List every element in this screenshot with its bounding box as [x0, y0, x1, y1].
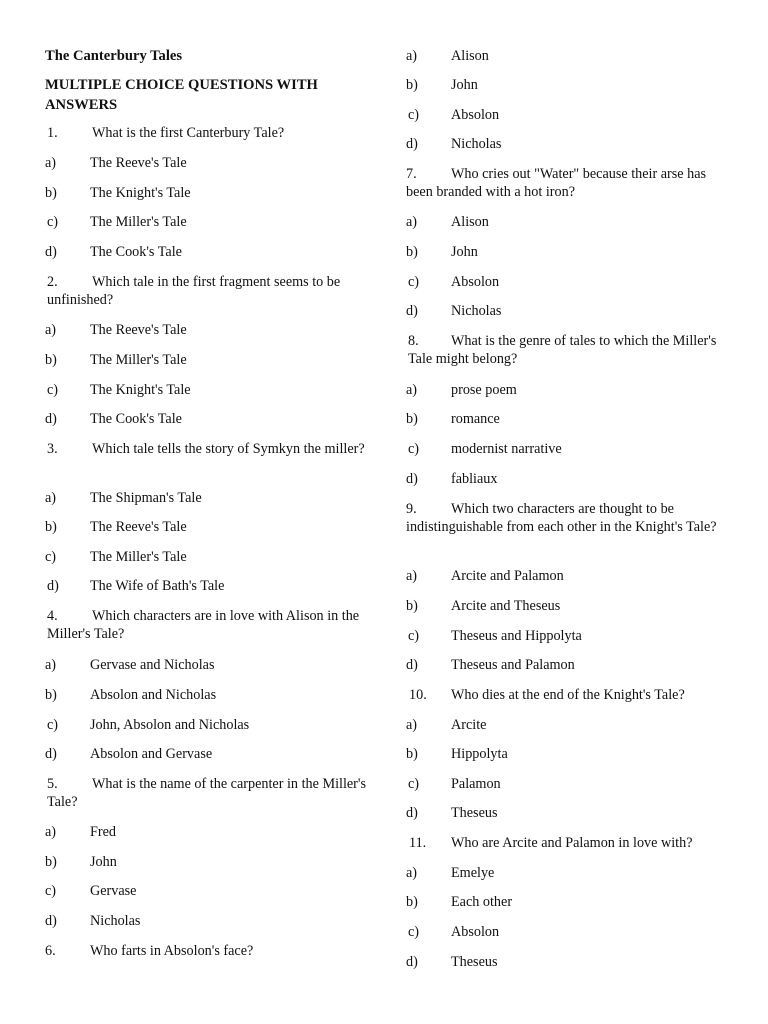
option-letter: b)	[45, 519, 57, 535]
question-number: 10.	[409, 687, 427, 703]
option-letter: c)	[408, 107, 420, 123]
option-letter: b)	[45, 185, 57, 201]
option-letter: b)	[45, 687, 57, 703]
option-letter: b)	[406, 411, 418, 427]
option-text: Hippolyta	[451, 746, 508, 762]
option-text: Emelye	[451, 865, 495, 881]
option-text: John	[451, 244, 478, 260]
option-10d	[406, 804, 726, 822]
option-11d	[406, 953, 726, 971]
question-text: Which tale in the first fragment seems to be unfinished?	[47, 274, 341, 308]
option-6c	[406, 106, 726, 124]
option-letter: d)	[45, 746, 57, 762]
option-letter: a)	[406, 717, 418, 733]
option-letter: a)	[45, 155, 57, 171]
option-7a	[406, 213, 726, 231]
option-2a	[45, 321, 367, 339]
option-5d	[45, 912, 367, 930]
option-3b	[45, 518, 367, 536]
option-text: The Wife of Bath's Tale	[90, 578, 225, 594]
question-text: Which tale tells the story of Symkyn the miller?	[92, 441, 365, 457]
option-letter: a)	[406, 48, 418, 64]
option-letter: a)	[406, 214, 418, 230]
option-3c	[45, 548, 367, 566]
option-7c	[406, 273, 726, 291]
option-text: The Knight's Tale	[90, 185, 191, 201]
option-text: The Cook's Tale	[90, 244, 182, 260]
option-letter: d)	[47, 578, 59, 594]
option-8c	[406, 440, 726, 458]
option-text: Nicholas	[451, 136, 502, 152]
option-letter: b)	[406, 244, 418, 260]
option-8a	[406, 381, 726, 399]
option-letter: b)	[406, 746, 418, 762]
option-text: modernist narrative	[451, 441, 562, 457]
option-10b	[406, 745, 726, 763]
option-4a	[45, 656, 367, 674]
option-1a	[45, 154, 367, 172]
question-6	[45, 942, 367, 960]
option-text: Fred	[90, 824, 117, 840]
option-text: The Miller's Tale	[90, 549, 187, 565]
option-letter: a)	[45, 322, 57, 338]
option-4c	[45, 716, 367, 734]
option-9d	[406, 656, 726, 674]
option-letter: d)	[406, 805, 418, 821]
option-11c	[406, 923, 726, 941]
option-text: Gervase	[90, 883, 137, 899]
option-4b	[45, 686, 367, 704]
option-1c	[45, 213, 367, 231]
question-text: Who farts in Absolon's face?	[90, 943, 254, 959]
option-3a	[45, 489, 367, 507]
option-letter: c)	[408, 776, 420, 792]
option-letter: c)	[47, 717, 59, 733]
question-number: 2.	[47, 274, 58, 290]
document-title: The Canterbury Tales	[45, 48, 183, 64]
option-letter: d)	[406, 954, 418, 970]
option-letter: c)	[47, 382, 59, 398]
option-letter: b)	[45, 352, 57, 368]
option-text: Alison	[451, 214, 489, 230]
option-text: Theseus and Hippolyta	[451, 628, 582, 644]
option-letter: a)	[406, 865, 418, 881]
option-text: John, Absolon and Nicholas	[90, 717, 250, 733]
option-text: Arcite and Theseus	[451, 598, 561, 614]
option-10c	[406, 775, 726, 793]
option-8b	[406, 410, 726, 428]
option-letter: a)	[406, 568, 418, 584]
option-text: Theseus	[451, 954, 498, 970]
question-number: 6.	[45, 943, 56, 959]
option-letter: b)	[406, 598, 418, 614]
option-11a	[406, 864, 726, 882]
option-9c	[406, 627, 726, 645]
option-11b	[406, 893, 726, 911]
question-number: 4.	[47, 608, 58, 624]
option-letter: d)	[406, 657, 418, 673]
option-7b	[406, 243, 726, 261]
option-text: The Reeve's Tale	[90, 155, 187, 171]
option-letter: a)	[45, 490, 57, 506]
option-letter: d)	[406, 136, 418, 152]
option-text: romance	[451, 411, 500, 427]
option-text: fabliaux	[451, 471, 498, 487]
option-text: The Reeve's Tale	[90, 322, 187, 338]
question-4	[45, 607, 367, 643]
option-text: prose poem	[451, 382, 517, 398]
option-text: Absolon	[451, 274, 500, 290]
option-text: The Cook's Tale	[90, 411, 182, 427]
option-text: Alison	[451, 48, 489, 64]
option-text: Absolon and Nicholas	[90, 687, 217, 703]
question-text: Who dies at the end of the Knight's Tale?	[451, 687, 685, 703]
option-text: The Reeve's Tale	[90, 519, 187, 535]
option-4d	[45, 745, 367, 763]
question-number: 3.	[47, 441, 58, 457]
question-number: 8.	[408, 333, 419, 349]
option-letter: c)	[408, 924, 420, 940]
question-text: What is the genre of tales to which the Miller's Tale might belong?	[408, 333, 717, 367]
option-8d	[406, 470, 726, 488]
option-9b	[406, 597, 726, 615]
option-9a	[406, 567, 726, 585]
question-text: Which characters are in love with Alison in the Miller's Tale?	[47, 608, 360, 642]
option-letter: b)	[406, 894, 418, 910]
section-heading: MULTIPLE CHOICE QUESTIONS WITH ANSWERS	[45, 77, 318, 113]
option-letter: c)	[45, 883, 57, 899]
option-letter: d)	[406, 303, 418, 319]
option-text: John	[90, 854, 117, 870]
question-number: 5.	[47, 776, 58, 792]
question-text: Who are Arcite and Palamon in love with?	[451, 835, 693, 851]
option-text: John	[451, 77, 478, 93]
question-3	[45, 440, 367, 458]
option-letter: a)	[406, 382, 418, 398]
option-text: Absolon	[451, 107, 500, 123]
option-text: Arcite and Palamon	[451, 568, 564, 584]
option-letter: c)	[408, 441, 420, 457]
option-letter: d)	[45, 411, 57, 427]
question-text: Which two characters are thought to be indistinguishable from each other in the Knight's Tale?	[406, 501, 717, 535]
option-letter: d)	[45, 913, 57, 929]
option-5b	[45, 853, 367, 871]
option-text: Absolon and Gervase	[90, 746, 213, 762]
question-9	[406, 500, 726, 536]
option-text: The Miller's Tale	[90, 214, 187, 230]
question-text: What is the name of the carpenter in the Miller's Tale?	[47, 776, 366, 810]
question-text: What is the first Canterbury Tale?	[92, 125, 285, 141]
option-letter: c)	[45, 549, 57, 565]
question-7	[406, 165, 726, 201]
option-letter: d)	[406, 471, 418, 487]
option-6a	[406, 47, 726, 65]
option-3d	[45, 577, 367, 595]
option-letter: a)	[45, 657, 57, 673]
option-2b	[45, 351, 367, 369]
option-2c	[45, 381, 367, 399]
option-1b	[45, 184, 367, 202]
option-6d	[406, 135, 726, 153]
option-text: Nicholas	[90, 913, 141, 929]
question-1	[45, 124, 367, 142]
option-text: Absolon	[451, 924, 500, 940]
option-10a	[406, 716, 726, 734]
question-number: 7.	[406, 166, 417, 182]
option-letter: b)	[45, 854, 57, 870]
option-7d	[406, 302, 726, 320]
question-10	[406, 686, 726, 704]
option-2d	[45, 410, 367, 428]
question-2	[45, 273, 367, 309]
question-5	[45, 775, 367, 811]
option-text: The Knight's Tale	[90, 382, 191, 398]
question-number: 9.	[406, 501, 417, 517]
option-text: Palamon	[451, 776, 501, 792]
option-5a	[45, 823, 367, 841]
question-number: 11.	[409, 835, 427, 851]
option-text: The Miller's Tale	[90, 352, 187, 368]
option-5c	[45, 882, 367, 900]
option-text: Arcite	[451, 717, 487, 733]
option-6b	[406, 76, 726, 94]
question-number: 1.	[47, 125, 58, 141]
question-8	[406, 332, 726, 368]
option-letter: b)	[406, 77, 418, 93]
question-text: Who cries out "Water" because their arse has been branded with a hot iron?	[406, 166, 707, 200]
option-letter: c)	[47, 214, 59, 230]
option-text: Theseus	[451, 805, 498, 821]
option-text: Gervase and Nicholas	[90, 657, 215, 673]
option-text: Theseus and Palamon	[451, 657, 575, 673]
option-text: Nicholas	[451, 303, 502, 319]
option-1d	[45, 243, 367, 261]
option-letter: d)	[45, 244, 57, 260]
option-letter: c)	[408, 274, 420, 290]
option-letter: a)	[45, 824, 57, 840]
option-text: Each other	[451, 894, 513, 910]
option-text: The Shipman's Tale	[90, 490, 202, 506]
option-letter: c)	[408, 628, 420, 644]
question-11	[406, 834, 726, 852]
